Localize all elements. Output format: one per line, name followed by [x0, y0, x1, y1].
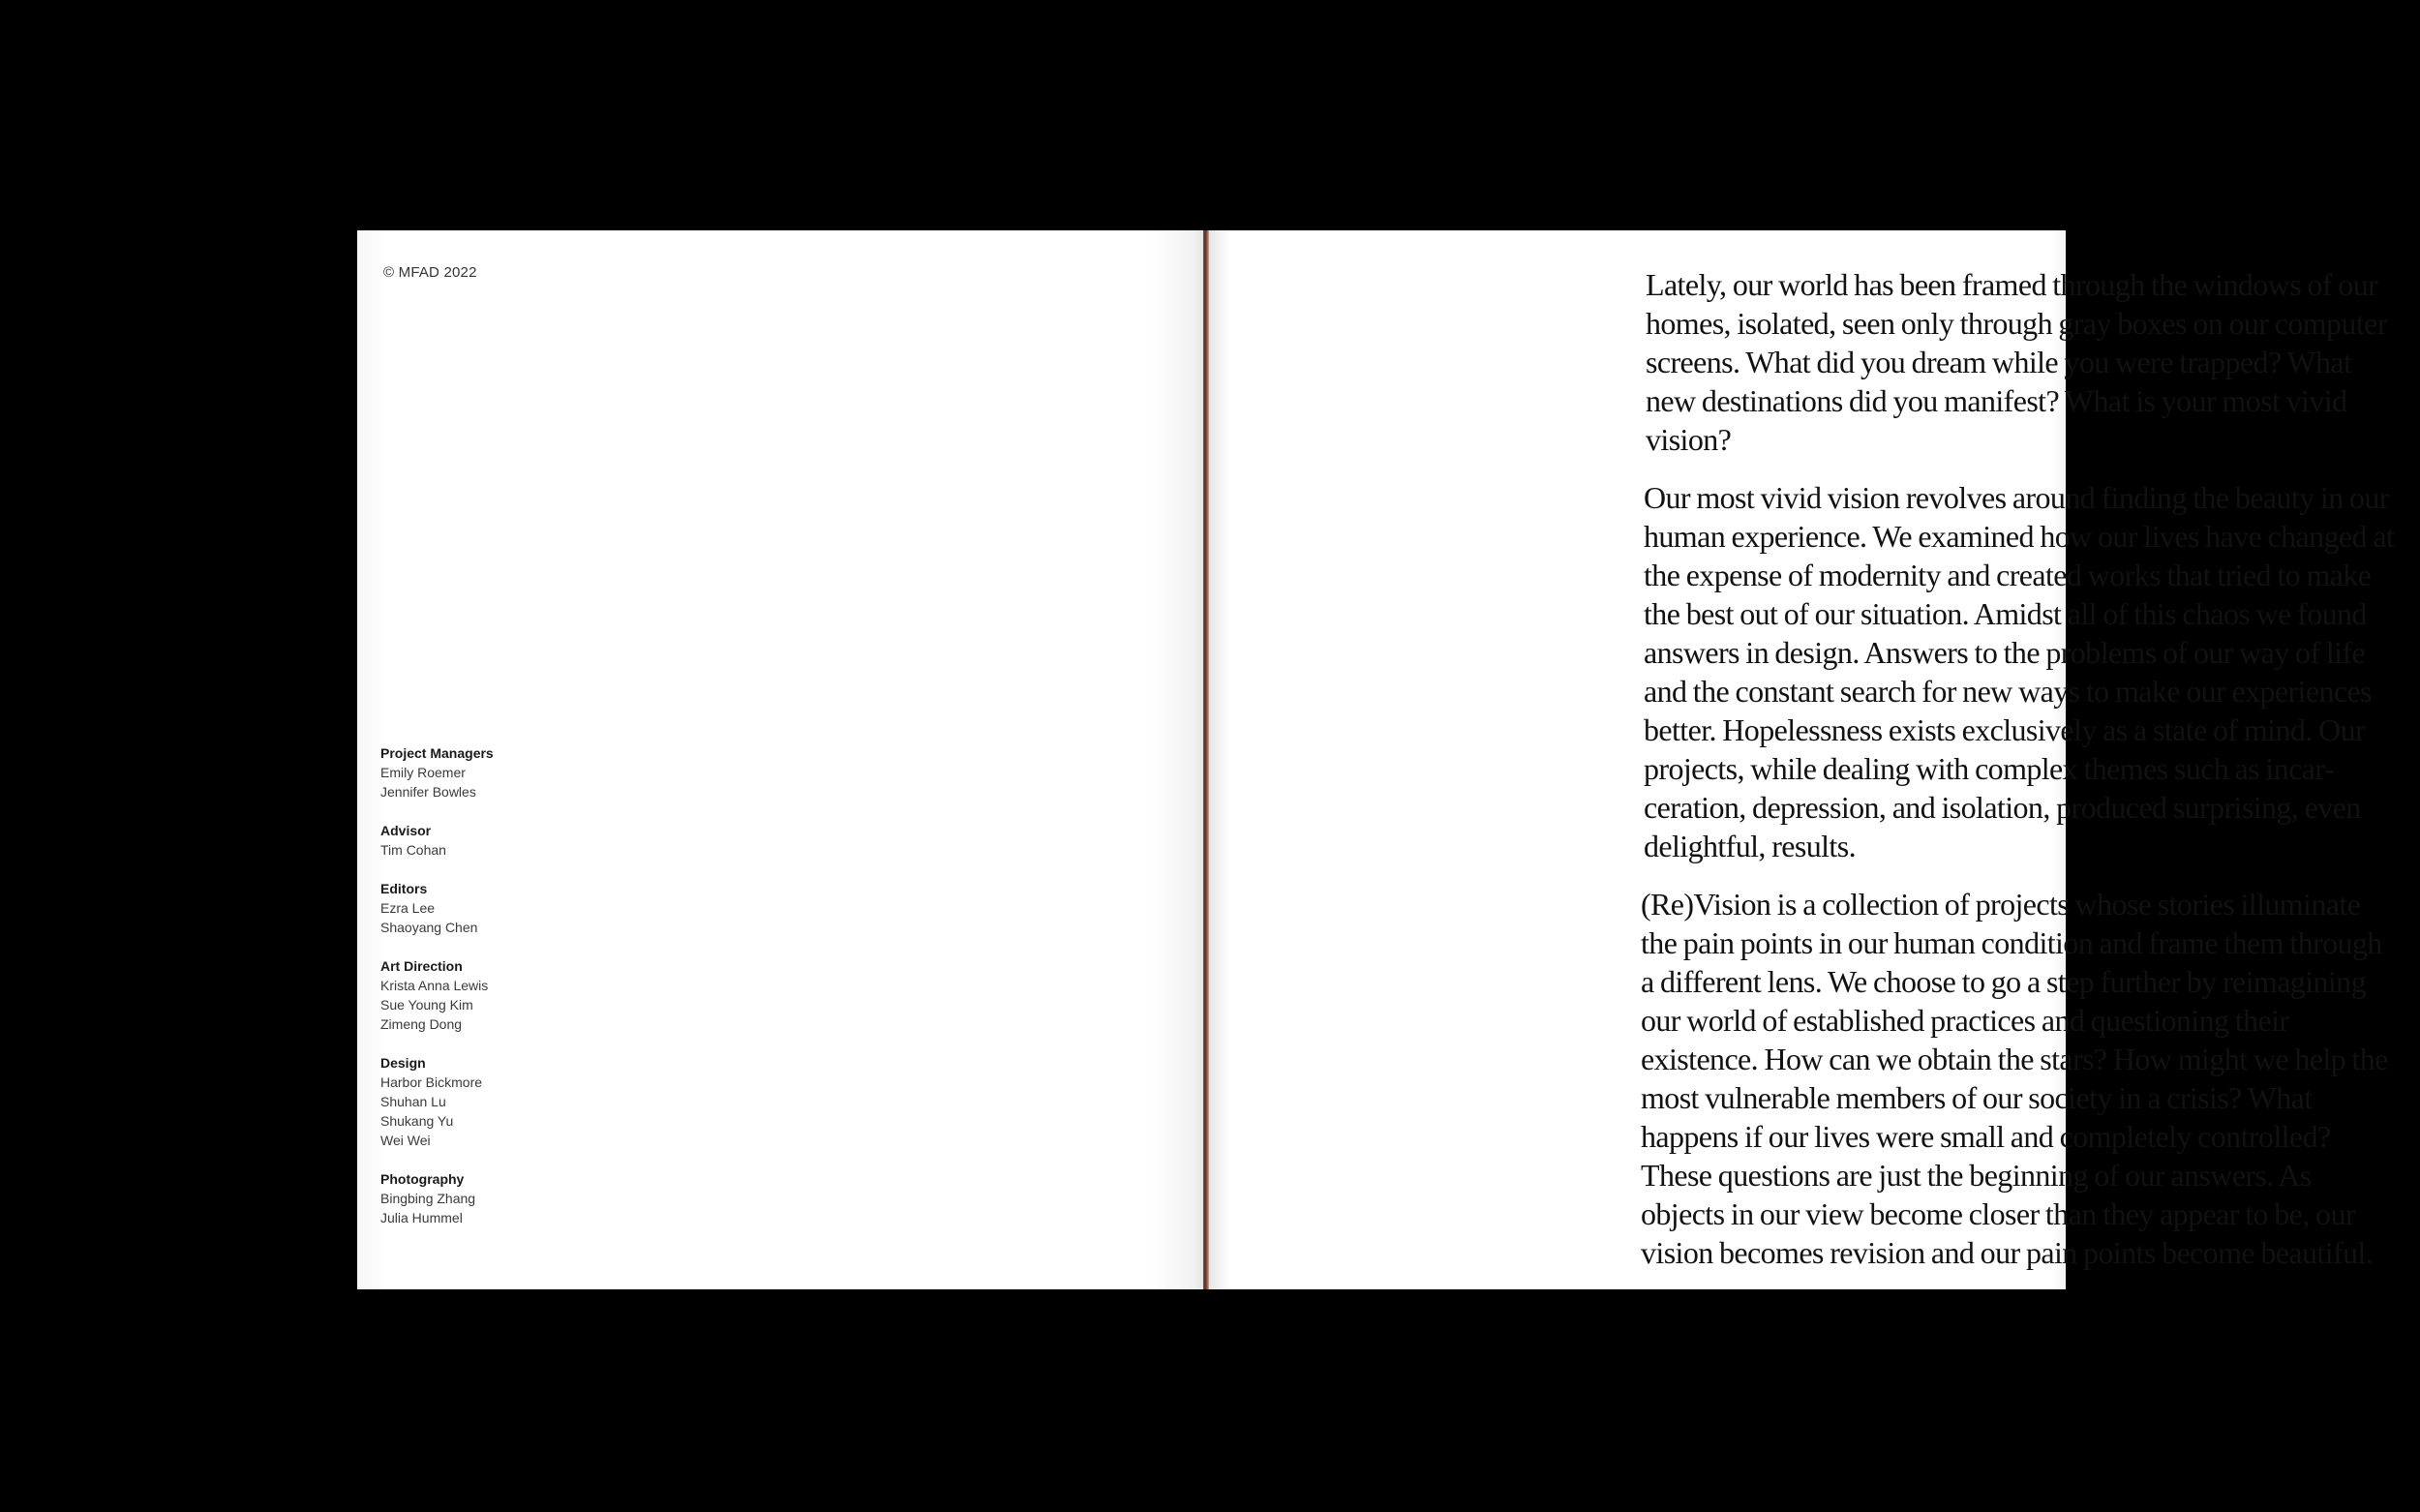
credit-heading: Art Direction [380, 958, 463, 974]
credit-group-project-managers [380, 743, 574, 801]
credit-name: Emily Roemer [380, 765, 466, 780]
credit-name: Wei Wei [380, 1133, 431, 1148]
credit-group-photography [380, 1169, 574, 1227]
credit-group-design [380, 1053, 574, 1150]
credit-name: Zimeng Dong [380, 1016, 463, 1032]
credit-group-advisor [380, 821, 574, 860]
credit-name: Shukang Yu [380, 1113, 454, 1129]
credit-heading: Photography [380, 1171, 465, 1187]
credit-name: Shaoyang Chen [380, 920, 478, 935]
credit-name: Julia Hummel [380, 1210, 463, 1225]
credit-heading: Advisor [380, 823, 432, 838]
credit-name: Bingbing Zhang [380, 1191, 476, 1206]
left-page [357, 230, 1205, 1289]
essay-text [1643, 265, 2398, 1291]
credit-name: Tim Cohan [380, 842, 446, 858]
essay-paragraph: Our most vivid vision revolves around finding the beauty in our human experience. We examined how our lives have changed at the expense of modernity and created works that tried to make the best out of our situation. Amidst all of this chaos we found answers in design. Answers to the problems of our way of life and the constant search for new ways to make our experiences better. Hopelessness exists exclusively as a state of mind. Our projects, while dealing with complex themes such as incarceration, depression, and isolation, produced surprising, even delightful, results. [1644, 480, 2395, 863]
credit-heading: Project Managers [380, 745, 494, 761]
credit-name: Jennifer Bowles [380, 784, 476, 800]
credit-name: Ezra Lee [380, 900, 436, 916]
right-page [1209, 230, 2395, 1289]
credit-name: Shuhan Lu [380, 1094, 446, 1109]
credit-name: Krista Anna Lewis [380, 978, 489, 993]
credit-name: Harbor Bickmore [380, 1074, 483, 1090]
credit-heading: Design [380, 1055, 426, 1071]
credits-list [380, 743, 574, 1247]
credit-group-editors [380, 879, 574, 937]
essay-paragraph: (Re)Vision is a collection of projects whose stories illuminate the pain points in our human condition and frame them through a different lens. We choose to go a step further by reimagining our world of established practices and questioning their existence. How can we obtain the stars? How might we help the most vulnerable members of our society in a crisis? What happens if our lives were small and completely controlled? These questions are just the beginning of our answers. As objects in our view become closer than they appear to be, our vision becomes revision and our pain points become beautiful. [1641, 887, 2388, 1270]
credit-group-art-direction [380, 956, 574, 1034]
credit-heading: Editors [380, 881, 428, 896]
essay-paragraph: Lately, our world has been framed through the windows of our homes, isolated, seen only through gray boxes on our computer screens. What did you dream while you were trapped? What new destinations did you manifest? What is your most vivid vision? [1646, 267, 2387, 457]
copyright-notice: © MFAD 2022 [383, 264, 477, 281]
book-spread [357, 230, 2395, 1289]
credit-name: Sue Young Kim [380, 997, 473, 1013]
